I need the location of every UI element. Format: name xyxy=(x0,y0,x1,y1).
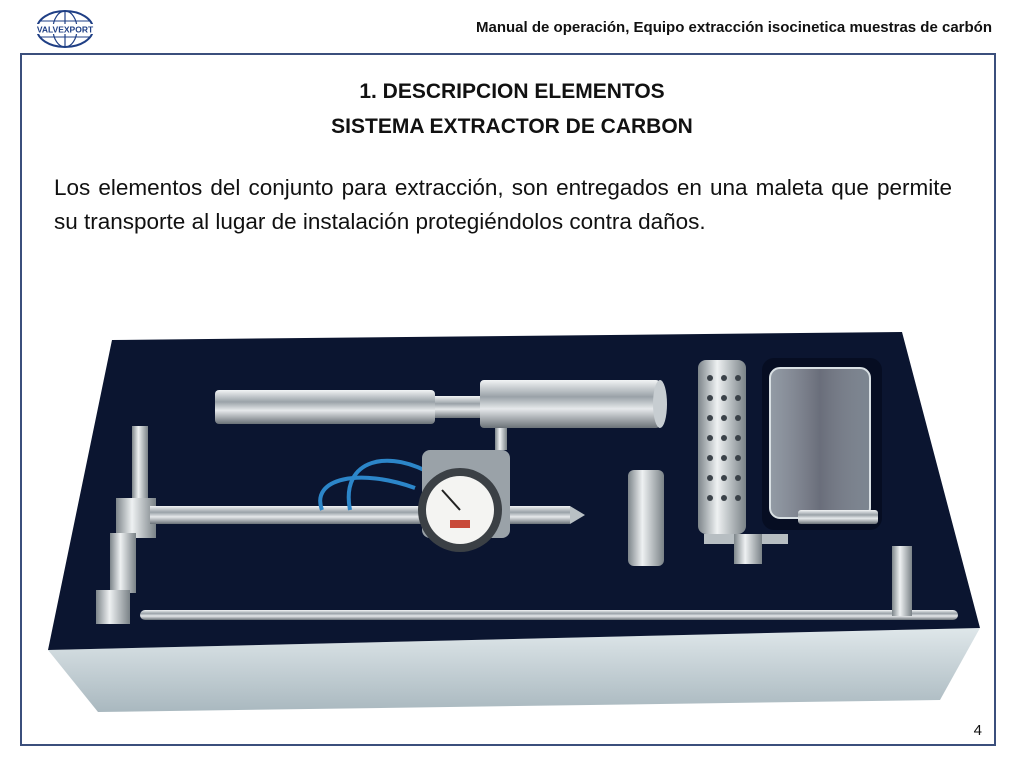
glass-cylinder xyxy=(770,368,870,518)
long-rod xyxy=(140,610,958,620)
company-logo xyxy=(34,8,96,50)
equipment-case-photo xyxy=(40,328,990,716)
description-paragraph: Los elementos del conjunto para extracción, son entregados en una maleta que permite su transporte al lugar de instalación protegiéndolos contra daños. xyxy=(54,175,952,234)
section-subtitle: SISTEMA EXTRACTOR DE CARBON xyxy=(331,115,693,138)
filter-holder-left xyxy=(215,390,435,424)
page-number: 4 xyxy=(973,722,982,739)
header-title: Manual de operación, Equipo extracción isocinetica muestras de carbón xyxy=(476,19,992,36)
logo-text: VALVEXPORT xyxy=(36,24,94,35)
small-cylinder xyxy=(628,470,664,566)
section-title: 1. DESCRIPCION ELEMENTOS xyxy=(359,80,665,103)
filter-holder-right xyxy=(480,380,660,428)
perforated-tube xyxy=(698,360,746,534)
